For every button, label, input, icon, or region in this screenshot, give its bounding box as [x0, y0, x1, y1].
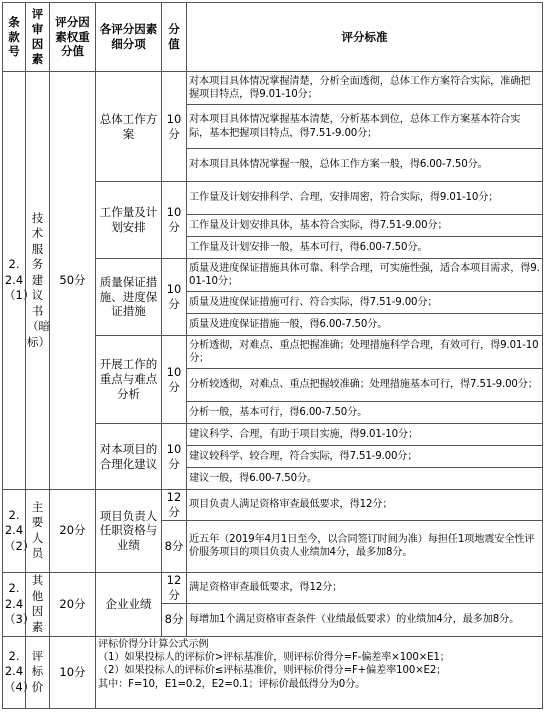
header-row — [3, 3, 543, 72]
criteria-cell: 质量及进度保证措施一般，得6.00-7.50分。 — [187, 314, 543, 336]
subitem-cell: 总体工作方案 — [96, 72, 162, 182]
clause-cell: 2.2.4（1） — [3, 72, 26, 490]
score-cell: 12分 — [162, 490, 187, 521]
criteria-cell: 工作量及计划安排一般，基本可行，得6.00-7.50分。 — [187, 237, 543, 259]
factor-cell: 主要人员 — [26, 490, 50, 573]
score-cell: 10分 — [162, 259, 187, 336]
formula-cell — [96, 636, 543, 708]
factor-cell: 评标价 — [26, 636, 50, 708]
header-clause: 条款号 — [3, 3, 26, 72]
table-row — [3, 636, 543, 708]
score-cell: 8分 — [162, 520, 187, 572]
formula-line: 其中：F=10，E1=0.2，E2=0.1；评标价最低得分为0分。 — [98, 678, 366, 690]
criteria-cell: 质量及进度保证措施可行、符合实际，得7.51-9.00分； — [187, 292, 543, 314]
subitem-cell: 开展工作的重点与难点分析 — [96, 336, 162, 424]
clause-cell: 2.2.4（4） — [3, 636, 26, 708]
criteria-cell: 满足资格审查最低要求，得12分； — [187, 572, 543, 603]
criteria-cell: 分析透彻，对难点、重点把握准确；处理措施科学合理，有效可行，得9.01-10分； — [187, 336, 543, 369]
criteria-cell: 工作量及计划安排科学、合理，安排周密，符合实际，得9.01-10分； — [187, 182, 543, 215]
header-factor: 评审因素 — [26, 3, 50, 72]
subitem-cell: 质量保证措施、进度保证措施 — [96, 259, 162, 336]
header-criteria: 评分标准 — [187, 3, 543, 72]
subitem-cell: 项目负责人任职资格与业绩 — [96, 490, 162, 573]
header-subitem: 各评分因素细分项 — [96, 3, 162, 72]
clause-cell: 2.2.4（2） — [3, 490, 26, 573]
formula-line: （2）如果投标人的评标价≤评标基准价，则评标价得分=F+偏差率100×E2； — [98, 665, 447, 677]
criteria-cell: 近五年（2019年4月1日至今，以合同签订时间为准）每担任1项地震安全性评价服务项目的项目负责人业绩加4分，最多加8分。 — [187, 520, 543, 572]
subitem-cell: 工作量及计划安排 — [96, 182, 162, 259]
header-score: 分值 — [162, 3, 187, 72]
table-row — [3, 572, 543, 603]
score-cell: 8分 — [162, 603, 187, 636]
score-cell: 10分 — [162, 72, 187, 182]
criteria-cell: 项目负责人满足资格审查最低要求，得12分； — [187, 490, 543, 521]
factor-cell: 其他因素 — [26, 572, 50, 636]
header-weight: 评分因素权重分值 — [50, 3, 96, 72]
score-cell: 10分 — [162, 336, 187, 424]
subitem-cell: 对本项目的合理化建议 — [96, 424, 162, 490]
criteria-cell: 质量及进度保证措施具体可靠、科学合理，可实施性强，适合本项目需求，得9.01-10分； — [187, 259, 543, 292]
criteria-cell: 工作量及计划安排具体，基本符合实际，得7.51-9.00分； — [187, 215, 543, 237]
weight-cell: 20分 — [50, 490, 96, 573]
scoring-table — [2, 2, 543, 709]
clause-cell: 2.2.4（3） — [3, 572, 26, 636]
criteria-cell: 对本项目具体情况掌握清楚，分析全面透彻，总体工作方案符合实际，准确把握项目特点，得9.01-10分； — [187, 72, 543, 105]
criteria-cell: 分析一般，基本可行，得6.00-7.50分。 — [187, 402, 543, 424]
factor-cell: 技术服务建议书（暗标） — [26, 72, 50, 490]
criteria-cell: 对本项目具体情况掌握一般，总体工作方案一般，得6.00-7.50分。 — [187, 149, 543, 182]
score-cell: 10分 — [162, 424, 187, 490]
weight-cell: 20分 — [50, 572, 96, 636]
criteria-cell: 建议较科学、较合理，符合实际，得7.51-9.00分； — [187, 446, 543, 468]
criteria-cell: 对本项目具体情况掌握基本清楚，分析基本到位，总体工作方案基本符合实际，基本把握项目特点，得7.51-9.00分； — [187, 105, 543, 149]
table-row — [3, 490, 543, 521]
criteria-cell: 建议一般，得6.00-7.50分。 — [187, 468, 543, 490]
weight-cell: 50分 — [50, 72, 96, 490]
criteria-cell: 建议科学、合理，有助于项目实施，得9.01-10分； — [187, 424, 543, 446]
score-cell: 12分 — [162, 572, 187, 603]
formula-line: 评标价得分计算公式示例 — [98, 638, 209, 650]
formula-line: （1）如果投标人的评标价>评标基准价，则评标价得分=F-偏差率×100×E1； — [98, 652, 450, 663]
criteria-cell: 分析较透彻，对难点、重点把握较准确；处理措施基本可行，得7.51-9.00分； — [187, 369, 543, 402]
criteria-cell: 每增加1个满足资格审查条件（业绩最低要求）的业绩加4分，最多加8分。 — [187, 603, 543, 636]
weight-cell: 10分 — [50, 636, 96, 708]
subitem-cell: 企业业绩 — [96, 572, 162, 636]
score-cell: 10分 — [162, 182, 187, 259]
table-row — [3, 72, 543, 105]
